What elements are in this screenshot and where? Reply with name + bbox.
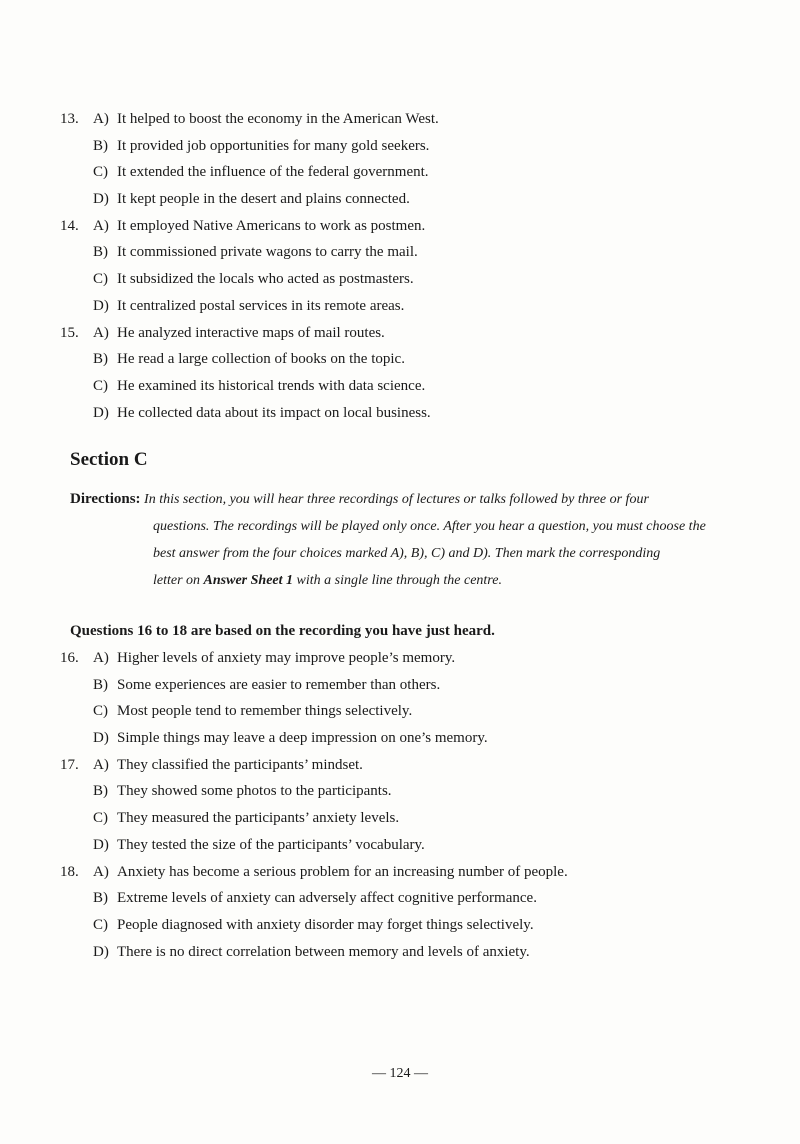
option-letter: D) [93, 730, 109, 747]
section-title: Section C [70, 449, 148, 470]
option-letter: A) [93, 111, 109, 127]
option-text: It extended the influence of the federal government. [117, 164, 429, 181]
option-letter: B) [93, 351, 108, 368]
option-letter: A) [93, 324, 109, 341]
answer-sheet-label: Answer Sheet 1 [203, 573, 294, 588]
option-text: It provided job opportunities for many gold seekers. [117, 137, 430, 154]
question-number: 18. [60, 863, 79, 880]
option-text: Higher levels of anxiety may improve people’s memory. [117, 650, 456, 666]
option-text: He analyzed interactive maps of mail routes. [117, 324, 385, 341]
question-14-option-d [60, 293, 760, 320]
option-letter: C) [93, 164, 108, 181]
option-letter: B) [93, 244, 108, 261]
question-15-option-b [60, 346, 760, 373]
option-letter: C) [93, 271, 108, 288]
option-text: It employed Native Americans to work as postmen. [117, 217, 426, 234]
group-heading: Questions 16 to 18 are based on the recording you have just heard. [70, 623, 495, 639]
directions-line-2: questions. The recordings will be played only once. After you hear a question, you must choose the [153, 519, 706, 534]
option-letter: B) [93, 676, 108, 693]
directions-line-4 [153, 567, 770, 594]
directions-line-4-post: with a single line through the centre. [296, 573, 502, 588]
option-text: They showed some photos to the participants. [117, 783, 392, 800]
question-14-option-c [60, 266, 760, 293]
question-number: 14. [60, 217, 79, 234]
option-text: They tested the size of the participants’ vocabulary. [117, 836, 425, 853]
option-text: Some experiences are easier to remember than others. [117, 676, 441, 693]
option-letter: D) [93, 404, 109, 421]
question-14-option-a [60, 213, 760, 240]
option-text: It centralized postal services in its remote areas. [117, 297, 405, 314]
question-13-option-a [60, 106, 760, 133]
option-text: It kept people in the desert and plains connected. [117, 191, 410, 208]
directions-text-1: In this section, you will hear three recordings of lectures or talks followed by three or four [144, 492, 649, 507]
option-letter: A) [93, 217, 109, 234]
option-letter: A) [93, 863, 109, 880]
directions-line-1 [70, 486, 770, 513]
question-15-option-a [60, 320, 760, 347]
question-14-option-b [60, 239, 760, 266]
question-16-option-c [60, 698, 760, 725]
option-letter: A) [93, 756, 109, 773]
option-text: People diagnosed with anxiety disorder may forget things selectively. [117, 916, 534, 933]
question-16-option-a [60, 645, 760, 672]
question-17-option-b [60, 778, 760, 805]
option-text: There is no direct correlation between memory and levels of anxiety. [117, 943, 530, 960]
page-number: — 124 — [372, 1066, 428, 1081]
question-13-option-c [60, 159, 760, 186]
option-text: Anxiety has become a serious problem for an increasing number of people. [117, 863, 568, 880]
option-letter: C) [93, 916, 108, 933]
question-17-option-d [60, 832, 760, 859]
option-letter: D) [93, 191, 109, 208]
option-text: They classified the participants’ mindset. [117, 756, 363, 773]
option-letter: B) [93, 783, 108, 800]
option-text: Most people tend to remember things selectively. [117, 703, 413, 720]
directions-line-3: best answer from the four choices marked A), B), C) and D). Then mark the corresponding [153, 546, 661, 561]
question-17-option-c [60, 805, 760, 832]
directions-label: Directions: [70, 491, 141, 507]
option-text: Extreme levels of anxiety can adversely affect cognitive performance. [117, 890, 537, 907]
question-number: 13. [60, 111, 79, 127]
option-text: He examined its historical trends with data science. [117, 377, 426, 394]
question-18-option-b [60, 885, 760, 912]
option-text: It commissioned private wagons to carry the mail. [117, 244, 418, 261]
question-18-option-a [60, 859, 760, 886]
option-letter: B) [93, 137, 108, 154]
question-17-option-a [60, 752, 760, 779]
option-letter: C) [93, 377, 108, 394]
option-text: It subsidized the locals who acted as postmasters. [117, 271, 414, 288]
question-13-option-b [60, 133, 760, 160]
option-letter: D) [93, 943, 109, 960]
question-number: 15. [60, 324, 79, 341]
option-letter: B) [93, 890, 108, 907]
questions-13-15 [60, 106, 760, 426]
option-letter: C) [93, 810, 108, 827]
question-number: 17. [60, 756, 79, 773]
option-letter: D) [93, 297, 109, 314]
option-text: Simple things may leave a deep impression on one’s memory. [117, 730, 488, 747]
directions-line-4-pre: letter on [153, 573, 201, 588]
question-number: 16. [60, 650, 79, 666]
question-15-option-d [60, 400, 760, 427]
question-16-option-b [60, 672, 760, 699]
option-text: It helped to boost the economy in the American West. [117, 111, 439, 127]
option-letter: C) [93, 703, 108, 720]
option-text: They measured the participants’ anxiety levels. [117, 810, 400, 827]
questions-16-18 [60, 645, 760, 965]
directions [70, 486, 770, 594]
question-13-option-d [60, 186, 760, 213]
option-text: He read a large collection of books on the topic. [117, 351, 405, 368]
question-18-option-d [60, 939, 760, 966]
question-18-option-c [60, 912, 760, 939]
option-letter: D) [93, 836, 109, 853]
option-letter: A) [93, 650, 109, 666]
option-text: He collected data about its impact on local business. [117, 404, 431, 421]
question-16-option-d [60, 725, 760, 752]
question-15-option-c [60, 373, 760, 400]
